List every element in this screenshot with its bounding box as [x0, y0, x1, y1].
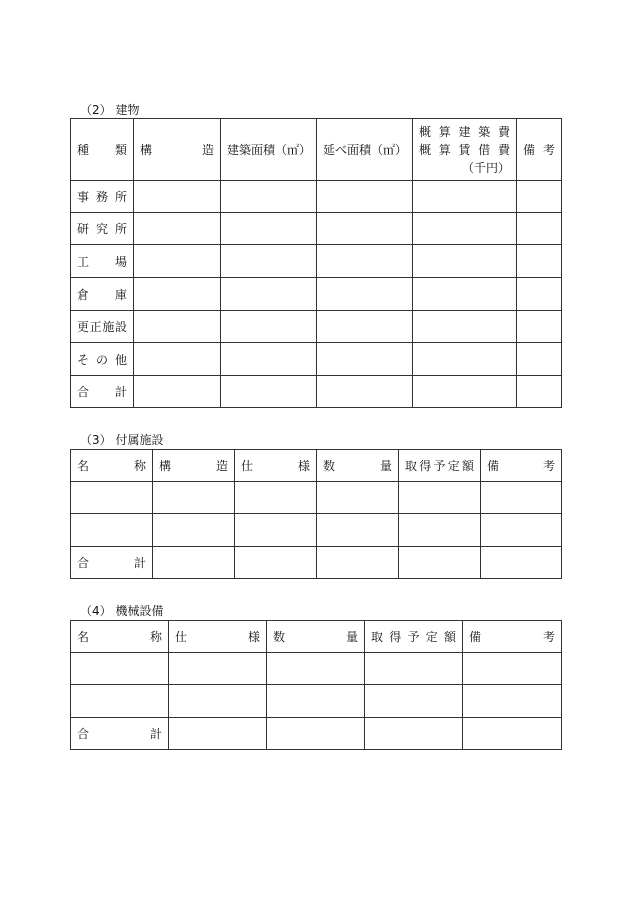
- cell: [153, 482, 235, 514]
- row-label-factory: [71, 245, 134, 278]
- header-planned-cost: [365, 621, 463, 653]
- cell: [517, 278, 562, 311]
- table-row: [71, 514, 562, 547]
- header-name: [71, 450, 153, 482]
- cell: [317, 514, 399, 547]
- cell: [413, 245, 517, 278]
- header-char: 取: [405, 459, 418, 473]
- table-row: [71, 278, 562, 311]
- header-char: 様: [247, 630, 260, 644]
- header-char: 数: [323, 459, 336, 473]
- header-char: 量: [345, 630, 358, 644]
- cell: [517, 311, 562, 343]
- header-cost-unit: （千円）: [461, 160, 510, 175]
- table-row-total: [71, 547, 562, 579]
- header-char: 名: [77, 630, 90, 644]
- cell: [317, 547, 399, 579]
- cell: [365, 653, 463, 685]
- cell: [221, 278, 317, 311]
- cell: [413, 181, 517, 213]
- header-spec: [169, 621, 267, 653]
- cell: [235, 514, 317, 547]
- row-label-char: 計: [133, 556, 146, 570]
- row-label-char: 合: [77, 556, 90, 570]
- cell: [481, 514, 562, 547]
- cell: [317, 181, 413, 213]
- cell: [317, 376, 413, 408]
- cost-char: 算: [438, 142, 451, 157]
- machinery-header-row: [71, 621, 562, 653]
- header-kind: [71, 119, 134, 181]
- table-row-total: [71, 376, 562, 408]
- row-label-char: そ: [77, 352, 90, 367]
- row-label-char: 所: [114, 222, 127, 236]
- cost-char: 概: [419, 124, 432, 139]
- header-char: 仕: [241, 459, 254, 473]
- row-label-warehouse: [71, 278, 134, 311]
- header-remarks: [463, 621, 562, 653]
- cost-char: 費: [497, 142, 510, 157]
- cell: [317, 245, 413, 278]
- row-label-char: 究: [95, 222, 108, 236]
- row-label-char: 施: [102, 320, 115, 334]
- cell: [267, 685, 365, 718]
- cell: [413, 278, 517, 311]
- header-char: 額: [461, 459, 474, 473]
- row-label-char: 更: [77, 320, 90, 334]
- header-char: 構: [159, 459, 172, 473]
- cell: [463, 685, 562, 718]
- row-label-char: の: [95, 352, 108, 367]
- header-quantity: [317, 450, 399, 482]
- section-title-ancillary-facilities: （3） 付属施設: [80, 433, 164, 447]
- header-char: 名: [77, 459, 90, 473]
- cell: [71, 653, 169, 685]
- header-char: 予: [407, 630, 420, 644]
- cell: [413, 343, 517, 376]
- table-row: [71, 311, 562, 343]
- header-char: 定: [447, 459, 460, 473]
- header-char: 称: [133, 459, 146, 473]
- cell: [221, 181, 317, 213]
- cell: [517, 343, 562, 376]
- header-cost: [413, 119, 517, 181]
- header-char: 造: [215, 459, 228, 473]
- table-row: [71, 685, 562, 718]
- header-cost-line1: [419, 123, 510, 141]
- row-label-total: [71, 547, 153, 579]
- cell: [317, 311, 413, 343]
- buildings-table: [70, 118, 562, 408]
- header-spec: [235, 450, 317, 482]
- cell: [463, 653, 562, 685]
- header-char: 数: [273, 630, 286, 644]
- cell: [169, 718, 267, 750]
- header-char: 備: [487, 459, 500, 473]
- cell: [169, 653, 267, 685]
- row-label-char: 庫: [114, 287, 127, 302]
- cell: [71, 482, 153, 514]
- cell: [235, 482, 317, 514]
- cell: [317, 213, 413, 245]
- row-label-welfare-facility: [71, 311, 134, 343]
- cell: [517, 376, 562, 408]
- cell: [134, 181, 221, 213]
- cell: [267, 718, 365, 750]
- cell: [134, 213, 221, 245]
- cell: [71, 685, 169, 718]
- cell: [517, 181, 562, 213]
- cell: [413, 376, 517, 408]
- cell: [463, 718, 562, 750]
- machinery-table: [70, 620, 562, 750]
- cell: [221, 245, 317, 278]
- cell: [134, 311, 221, 343]
- header-remarks-char: 備: [523, 143, 536, 157]
- row-label-char: 設: [114, 320, 127, 334]
- cell: [221, 343, 317, 376]
- cell: [399, 482, 481, 514]
- header-planned-cost: [399, 450, 481, 482]
- buildings-header-row: [71, 119, 562, 181]
- table-row: [71, 213, 562, 245]
- header-char: 予: [433, 459, 446, 473]
- cell: [481, 482, 562, 514]
- cell: [517, 245, 562, 278]
- row-label-char: 計: [149, 727, 162, 741]
- row-label-total: [71, 376, 134, 408]
- cell: [365, 718, 463, 750]
- cell: [221, 376, 317, 408]
- row-label-char: 研: [77, 222, 90, 236]
- row-label-char: 他: [114, 352, 127, 367]
- cell: [134, 376, 221, 408]
- row-label-laboratory: [71, 213, 134, 245]
- header-char: 額: [443, 630, 456, 644]
- header-char: 様: [297, 459, 310, 473]
- row-label-char: 正: [89, 320, 102, 334]
- cell: [169, 685, 267, 718]
- header-char: 得: [389, 630, 402, 644]
- cost-char: 賃: [458, 142, 471, 157]
- header-char: 仕: [175, 630, 188, 644]
- row-label-char: 倉: [77, 287, 90, 302]
- header-structure: [134, 119, 221, 181]
- row-label-char: 合: [77, 727, 90, 741]
- cell: [517, 213, 562, 245]
- header-char: 考: [542, 459, 555, 473]
- cost-char: 建: [458, 124, 471, 139]
- cost-char: 概: [419, 142, 432, 157]
- header-remarks: [481, 450, 562, 482]
- cell: [153, 514, 235, 547]
- cell: [317, 278, 413, 311]
- cell: [134, 245, 221, 278]
- table-row: [71, 482, 562, 514]
- row-label-char: 合: [77, 385, 90, 399]
- row-label-char: 場: [114, 254, 127, 269]
- cost-char: 築: [478, 124, 491, 139]
- section-title-machinery: （4） 機械設備: [80, 604, 164, 618]
- cell: [399, 514, 481, 547]
- header-cost-line2: [419, 141, 510, 159]
- cell: [481, 547, 562, 579]
- cell: [365, 685, 463, 718]
- cost-char: 費: [497, 124, 510, 139]
- cell: [267, 653, 365, 685]
- header-char: 量: [379, 459, 392, 473]
- cell: [153, 547, 235, 579]
- ancillary-facilities-table: [70, 449, 562, 579]
- cell: [235, 547, 317, 579]
- cost-char: 算: [438, 124, 451, 139]
- header-char: 備: [469, 630, 482, 644]
- header-char: 得: [419, 459, 432, 473]
- cell: [317, 343, 413, 376]
- header-remarks-char: 考: [542, 143, 555, 157]
- row-label-char: 務: [95, 190, 108, 204]
- header-remarks: [517, 119, 562, 181]
- table-row: [71, 181, 562, 213]
- header-total-floor-area: 延べ面積（㎡）: [317, 119, 413, 181]
- cell: [317, 482, 399, 514]
- cost-char: 借: [478, 142, 491, 157]
- header-char: 定: [425, 630, 438, 644]
- header-name: [71, 621, 169, 653]
- cell: [221, 311, 317, 343]
- row-label-char: 計: [114, 385, 127, 399]
- header-structure-char: 構: [140, 143, 153, 157]
- header-quantity: [267, 621, 365, 653]
- header-structure-char: 造: [201, 143, 214, 157]
- cell: [399, 547, 481, 579]
- row-label-other: [71, 343, 134, 376]
- cell: [71, 514, 153, 547]
- header-structure: [153, 450, 235, 482]
- cell: [413, 311, 517, 343]
- header-kind-char: 類: [114, 143, 127, 157]
- row-label-total: [71, 718, 169, 750]
- row-label-char: 事: [77, 190, 90, 204]
- header-char: 考: [542, 630, 555, 644]
- header-char: 称: [149, 630, 162, 644]
- cell: [134, 278, 221, 311]
- cell: [134, 343, 221, 376]
- header-building-area: 建築面積（㎡）: [221, 119, 317, 181]
- header-kind-char: 種: [77, 143, 90, 157]
- header-char: 取: [371, 630, 384, 644]
- row-label-char: 所: [114, 190, 127, 204]
- table-row-total: [71, 718, 562, 750]
- row-label-office: [71, 181, 134, 213]
- table-row: [71, 653, 562, 685]
- cell: [413, 213, 517, 245]
- section-title-buildings: （2） 建物: [80, 103, 140, 117]
- cell: [221, 213, 317, 245]
- table-row: [71, 343, 562, 376]
- ancillary-header-row: [71, 450, 562, 482]
- table-row: [71, 245, 562, 278]
- row-label-char: 工: [77, 254, 90, 269]
